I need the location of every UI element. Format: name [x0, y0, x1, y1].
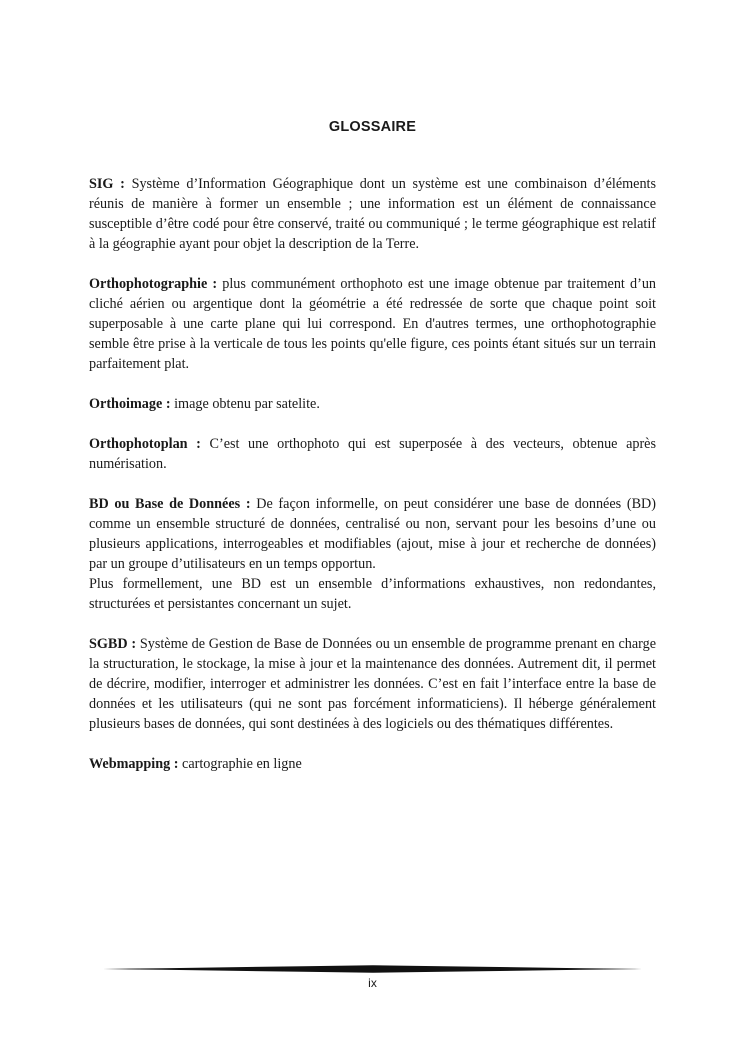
glossary-entry-sig [89, 174, 656, 254]
glossary-definition: image obtenu par satelite. [174, 396, 320, 412]
glossary-term: Orthoimage : [89, 396, 171, 412]
entry-paragraph [89, 754, 656, 774]
glossary-term: SGBD : [89, 636, 137, 652]
entry-paragraph [89, 394, 656, 414]
entry-paragraph [89, 174, 656, 254]
glossary-term: SIG : [89, 176, 125, 192]
glossary-term: BD ou Base de Données : [89, 496, 251, 512]
entry-paragraph: Plus formellement, une BD est un ensemble d’informations exhaustives, non redondantes, structurées et persistantes concernant un sujet. [89, 576, 656, 612]
glossary-term: Orthophotographie : [89, 276, 218, 292]
glossary-term: Orthophotoplan : [89, 436, 201, 452]
glossary-list [89, 174, 656, 794]
footer-rule [103, 964, 642, 974]
glossary-entry-orthophotographie [89, 274, 656, 374]
glossary-definition: plus communément orthophoto est une image obtenue par traitement d’un cliché aérien ou argentique dont la géométrie a été redressée de sorte que chaque point soit superposable à une carte plane qui lui correspond. En d'autres termes, une orthophotographie semble être prise à la verticale de tous les points qu'elle figure, ces points étant situés sur un terrain parfaitement plat. [89, 276, 657, 372]
entry-paragraph [89, 434, 656, 474]
glossary-definition: C’est une orthophoto qui est superposée à des vecteurs, obtenue après numérisation. [89, 436, 657, 472]
entry-paragraph [89, 274, 656, 374]
glossary-entry-bd [89, 494, 656, 614]
glossary-term: Webmapping : [89, 756, 179, 772]
glossary-definition: Système d’Information Géographique dont un système est une combinaison d’éléments réunis de manière à former un ensemble ; une information est un élément de connaissance susceptible d’être codé pour être conservé, traité ou communiqué ; le terme géographique est relatif à la géographie ayant pour objet la description de la Terre. [89, 176, 657, 252]
glossary-entry-orthoimage [89, 394, 656, 414]
glossary-entry-webmapping [89, 754, 656, 774]
page-title: GLOSSAIRE [328, 119, 417, 135]
entry-paragraph [89, 634, 656, 734]
glossary-definition: Système de Gestion de Base de Données ou un ensemble de programme prenant en charge la structuration, le stockage, la mise à jour et la maintenance des données. Autrement dit, il permet de décrire, modifier, interroger et administrer les données. C’est en fait l’interface entre la base de données et les utilisateurs (qui ne sont pas forcément informaticiens). Il héberge généralement plusieurs bases de données, qui sont destinées à des logiciels ou des thématiques différentes. [89, 636, 657, 732]
entry-paragraph [89, 494, 656, 574]
glossary-definition: De façon informelle, on peut considérer une base de données (BD) comme un ensemble structuré de données, centralisé ou non, servant pour les besoins d’une ou plusieurs applications, interrogeables et modifiables (ajout, mise à jour et recherche de données) par un groupe d’utilisateurs en un temps opportun. [89, 496, 656, 572]
page-number: ix [368, 976, 377, 990]
glossary-definition: cartographie en ligne [182, 756, 302, 772]
glossary-entry-orthophotoplan [89, 434, 656, 474]
glossary-entry-sgbd [89, 634, 656, 734]
